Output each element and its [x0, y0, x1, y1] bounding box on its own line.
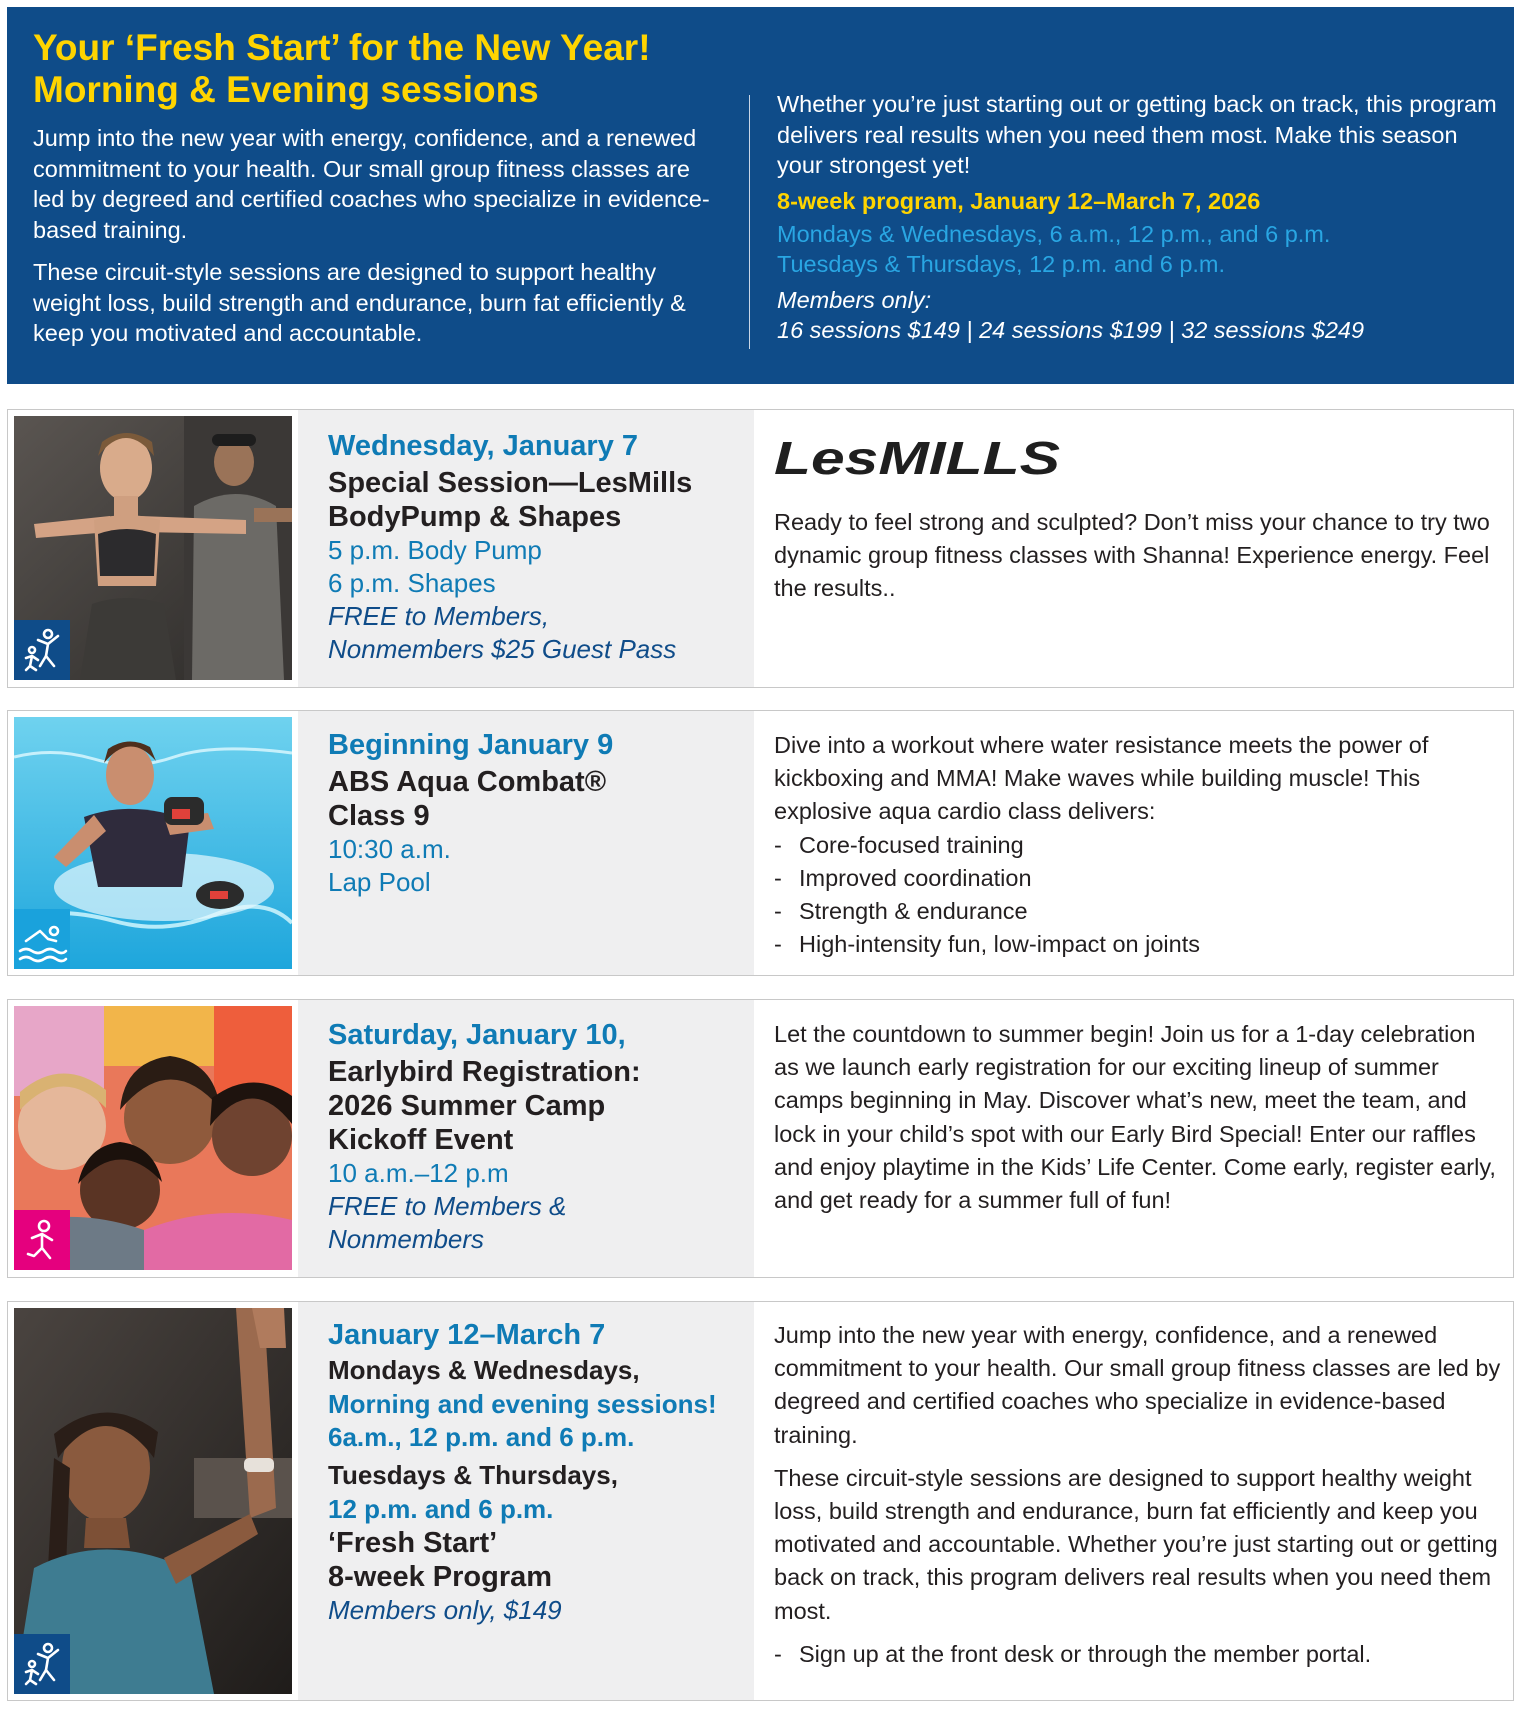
event-sessions: 12 p.m. and 6 p.m. — [328, 1494, 554, 1524]
event-card-lesmills — [7, 409, 1514, 688]
bullet-text: Improved coordination — [799, 864, 1032, 891]
hero-paragraph: These circuit-style sessions are designed to support healthy weight loss, build strength and endurance, burn fat efficiently & keep you motivated and accountable. — [33, 259, 686, 346]
event-title-line: Earlybird Registration: — [328, 1056, 641, 1088]
bullet-text: Strength & endurance — [799, 898, 1028, 925]
event-pricing: FREE to Members & — [328, 1191, 567, 1221]
event-pricing: FREE to Members, — [328, 601, 550, 631]
event-days: Mondays & Wednesdays, — [328, 1355, 640, 1385]
event-date: January 12–March 7 — [328, 1319, 606, 1351]
event-description-panel — [774, 1319, 1501, 1671]
event-time: 6 p.m. Shapes — [328, 568, 496, 598]
event-title-line: BodyPump & Shapes — [328, 501, 622, 533]
hero-banner — [7, 7, 1514, 384]
hero-right-column — [777, 89, 1497, 346]
event-title-line: Kickoff Event — [328, 1124, 514, 1156]
event-pricing: Nonmembers $25 Guest Pass — [328, 634, 677, 664]
bullet-text: Core-focused training — [799, 831, 1024, 858]
event-photo-bodypump — [14, 416, 292, 680]
event-description: Ready to feel strong and sculpted? Don’t miss your chance to try two dynamic group fitness classes with Shanna! Experience energy. Feel the results.. — [774, 509, 1490, 602]
event-program-line: 8-week Program — [328, 1561, 553, 1593]
event-title-line: 2026 Summer Camp — [328, 1090, 606, 1122]
event-location: Lap Pool — [328, 867, 431, 897]
hero-subtitle: Morning & Evening sessions — [33, 69, 539, 110]
event-card-fresh-start — [7, 1301, 1514, 1701]
kid-running-icon — [14, 1210, 70, 1270]
event-description: These circuit-style sessions are designed to support healthy weight loss, build strength and endurance, burn fat efficiently and keep you motivated and accountable. Whether you’re just starting out or getting back on track, this program delivers real results when you need them most. — [774, 1464, 1498, 1624]
event-time: 10 a.m.–12 p.m — [328, 1158, 509, 1188]
hero-schedule — [777, 219, 1497, 280]
event-time: 5 p.m. Body Pump — [328, 535, 542, 565]
family-fitness-icon — [14, 620, 70, 680]
bullet-item: - Sign up at the front desk or through the member portal. — [774, 1638, 1501, 1671]
bullet-item: - Strength & endurance — [774, 895, 1501, 928]
event-title-line: Special Session—LesMills — [328, 467, 693, 499]
event-title-line: ABS Aqua Combat® — [328, 766, 607, 798]
kid-running-badge — [14, 1210, 70, 1270]
bullet-item: - Improved coordination — [774, 862, 1501, 895]
event-info-panel — [298, 1302, 754, 1700]
hero-title: Your ‘Fresh Start’ for the New Year! — [33, 27, 651, 68]
event-pricing: Nonmembers — [328, 1224, 485, 1254]
bullet-item: - Core-focused training — [774, 829, 1501, 862]
event-sessions: 6a.m., 12 p.m. and 6 p.m. — [328, 1422, 635, 1452]
event-photo-coach — [14, 1308, 292, 1694]
swimmer-badge — [14, 909, 70, 969]
lesmills-logo-text: LesMILLS — [774, 436, 1061, 478]
event-time: 10:30 a.m. — [328, 834, 451, 864]
hero-left-column — [33, 27, 713, 349]
event-description-panel — [774, 410, 1501, 606]
event-description: Let the countdown to summer begin! Join us for a 1-day celebration as we launch early registration for our exciting lineup of summer camps beginning in May. Discover what’s new, meet the team, and lock in your child’s spot with our Early Bird Special! Enter our raffles and enjoy playtime in the Kids’ Life Center. Come early, register early, and get ready for a summer full of fun! — [774, 1021, 1496, 1214]
hero-divider — [749, 95, 750, 349]
event-title-line: Class 9 — [328, 800, 430, 832]
family-fitness-badge — [14, 1634, 70, 1694]
event-card-summer-camp — [7, 999, 1514, 1278]
event-description: Dive into a workout where water resistance meets the power of kickboxing and MMA! Make waves while building muscle! This explosive aqua cardio class delivers: — [774, 732, 1429, 825]
event-info-panel — [298, 711, 754, 975]
family-fitness-icon — [14, 1634, 70, 1694]
hero-paragraph: Jump into the new year with energy, confidence, and a renewed commitment to your health. Our small group fitness classes are led by degreed and certified coaches who specialize in evidence-based training. — [33, 125, 710, 243]
event-date: Wednesday, January 7 — [328, 430, 639, 462]
swimmer-icon — [14, 909, 70, 969]
event-days: Tuesdays & Thursdays, — [328, 1460, 618, 1490]
event-photo-kids — [14, 1006, 292, 1270]
event-date: Saturday, January 10, — [328, 1019, 626, 1051]
bullet-item: - High-intensity fun, low-impact on joints — [774, 928, 1501, 961]
event-pricing: Members only, $149 — [328, 1595, 562, 1625]
event-date: Beginning January 9 — [328, 729, 614, 761]
schedule-line: Tuesdays & Thursdays, 12 p.m. and 6 p.m. — [777, 251, 1226, 277]
event-info-panel — [298, 1000, 754, 1277]
hero-intro: Whether you’re just starting out or getting back on track, this program delivers real results when you need them most. Make this season your strongest yet! — [777, 91, 1497, 178]
event-sessions: Morning and evening sessions! — [328, 1389, 717, 1419]
members-label: Members only: — [777, 286, 932, 313]
event-info-panel — [298, 410, 754, 687]
members-prices: 16 sessions $149 | 24 sessions $199 | 32 sessions $249 — [777, 317, 1365, 343]
hero-members-pricing — [777, 285, 1497, 346]
family-fitness-badge — [14, 620, 70, 680]
event-description: Jump into the new year with energy, confidence, and a renewed commitment to your health. Our small group fitness classes are led by degreed and certified coaches who specialize in evidence-based training. — [774, 1322, 1501, 1448]
bullet-text: Sign up at the front desk or through the member portal. — [799, 1640, 1372, 1667]
bullet-text: High-intensity fun, low-impact on joints — [799, 931, 1200, 958]
event-description-panel — [774, 1018, 1501, 1217]
hero-program-dates: 8-week program, January 12–March 7, 2026 — [777, 187, 1261, 214]
event-program-line: ‘Fresh Start’ — [328, 1527, 498, 1559]
event-card-aqua-combat — [7, 710, 1514, 976]
event-photo-aqua — [14, 717, 292, 969]
lesmills-logo — [774, 436, 1064, 478]
schedule-line: Mondays & Wednesdays, 6 a.m., 12 p.m., and 6 p.m. — [777, 220, 1331, 247]
event-description-panel — [774, 729, 1501, 961]
